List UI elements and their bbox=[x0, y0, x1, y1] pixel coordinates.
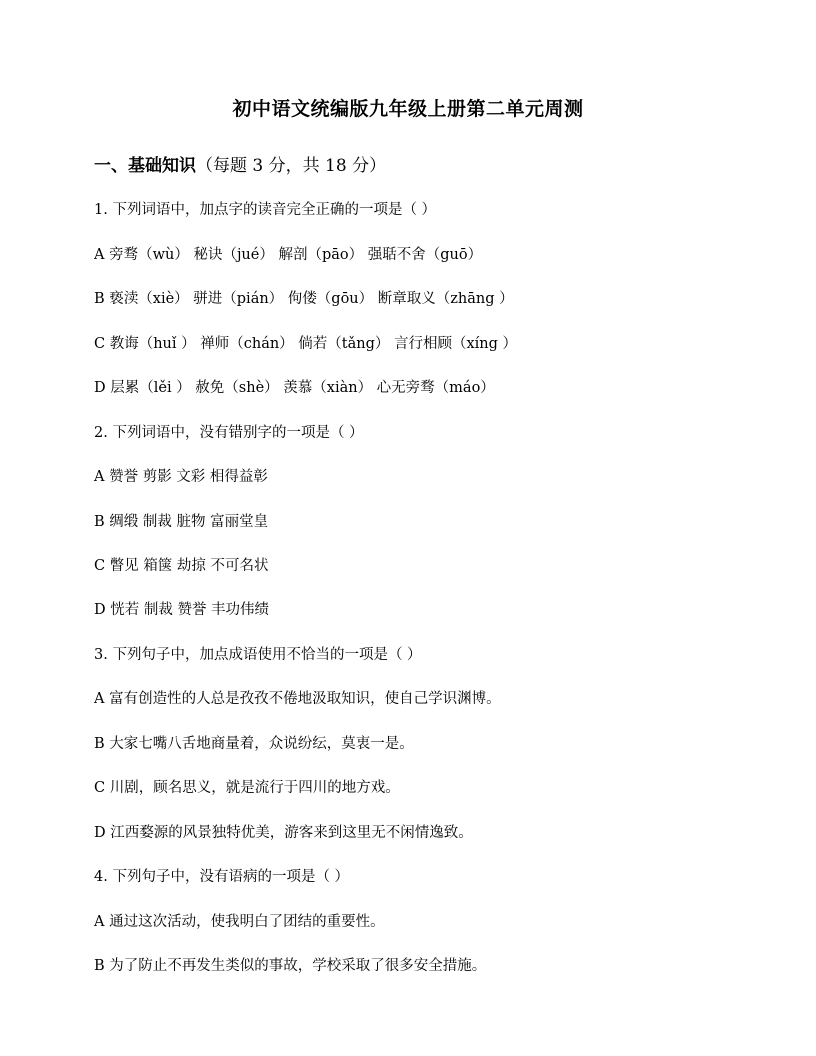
question-2: 2. 下列词语中，没有错别字的一项是（ ） bbox=[94, 425, 364, 441]
question-1-option-b: B 亵渎（xiè） 骈进（pián） 佝偻（gōu） 断章取义（zhāng ） bbox=[94, 291, 514, 307]
section-heading-note: （每题 3 分，共 18 分） bbox=[196, 156, 387, 176]
question-4: 4. 下列句子中，没有语病的一项是（ ） bbox=[94, 869, 350, 885]
question-3-option-d: D 江西婺源的风景独特优美，游客来到这里无不闲情逸致。 bbox=[94, 825, 473, 841]
question-2-option-c: C 瞥见 箱箧 劫掠 不可名状 bbox=[94, 558, 269, 574]
section-heading-label: 一、基础知识 bbox=[94, 156, 196, 176]
question-3: 3. 下列句子中，加点成语使用不恰当的一项是（ ） bbox=[94, 647, 422, 663]
question-3-option-c: C 川剧，顾名思义，就是流行于四川的地方戏。 bbox=[94, 780, 400, 796]
question-1-option-c: C 教诲（huǐ ） 禅师（chán） 倘若（tǎng） 言行相顾（xíng ） bbox=[94, 336, 518, 352]
section-heading bbox=[94, 151, 386, 176]
question-2-option-d: D 恍若 制裁 赞誉 丰功伟绩 bbox=[94, 602, 270, 618]
question-3-option-a: A 富有创造性的人总是孜孜不倦地汲取知识，使自己学识渊博。 bbox=[94, 691, 501, 707]
question-2-option-b: B 绸缎 制裁 脏物 富丽堂皇 bbox=[94, 514, 269, 530]
question-1: 1. 下列词语中，加点字的读音完全正确的一项是（ ） bbox=[94, 202, 437, 218]
question-3-option-b: B 大家七嘴八舌地商量着，众说纷纭，莫衷一是。 bbox=[94, 736, 414, 752]
question-4-option-a: A 通过这次活动，使我明白了团结的重要性。 bbox=[94, 914, 385, 930]
document-title: 初中语文统编版九年级上册第二单元周测 bbox=[232, 98, 584, 120]
question-4-option-b: B 为了防止不再发生类似的事故，学校采取了很多安全措施。 bbox=[94, 958, 487, 974]
question-1-option-a: A 旁骛（wù） 秘诀（jué） 解剖（pāo） 强聒不舍（guō） bbox=[94, 247, 483, 263]
question-2-option-a: A 赞誉 剪影 文彩 相得益彰 bbox=[94, 469, 268, 485]
question-1-option-d: D 层累（lěi ） 赦免（shè） 羡慕（xiàn） 心无旁骛（máo） bbox=[94, 380, 495, 396]
